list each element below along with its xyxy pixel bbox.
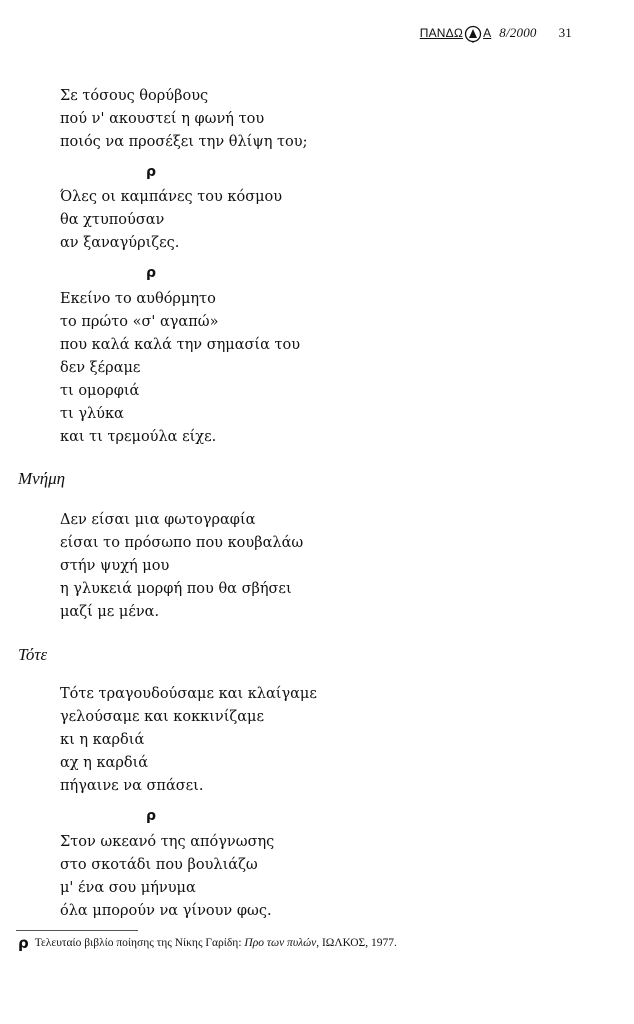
poem-line: το πρώτο «σ' αγαπώ»: [60, 314, 219, 330]
journal-emblem-icon: [464, 25, 482, 43]
poem-line: Στον ωκεανό της απόγνωσης: [60, 834, 275, 850]
poem-line: αχ η καρδιά: [60, 755, 149, 771]
poem-line: και τι τρεμούλα είχε.: [60, 429, 217, 445]
section-separator: ρ: [146, 265, 157, 281]
poem-line: Σε τόσους θορύβους: [60, 88, 209, 104]
poem-line: στήν ψυχή μου: [60, 558, 170, 574]
journal-name-suffix: Α: [483, 26, 492, 40]
poem-line: Τότε τραγουδούσαμε και κλαίγαμε: [60, 686, 317, 702]
issue-number: 8/2000: [499, 25, 537, 40]
section-separator: ρ: [146, 164, 157, 180]
footnote-text-end: , ΙΩΛΚΟΣ, 1977.: [316, 937, 397, 949]
poem-line: η γλυκειά μορφή που θα σβήσει: [60, 581, 292, 597]
section-separator: ρ: [146, 808, 157, 824]
poem-line: όλα μπορούν να γίνουν φως.: [60, 903, 272, 919]
poem-title-tote: Τότε: [18, 645, 48, 664]
poem-title-mnimi: Μνήμη: [18, 469, 66, 488]
poem-line: Εκείνο το αυθόρμητο: [60, 291, 216, 307]
poem-line: μαζί με μένα.: [60, 604, 160, 620]
poem-line: πού ν' ακουστεί η φωνή του: [60, 111, 265, 127]
footnote-mark: ρ: [18, 934, 29, 952]
journal-logo: [420, 24, 492, 42]
poem-line: είσαι το πρόσωπο που κουβαλάω: [60, 535, 304, 551]
footnote-divider: [16, 930, 138, 931]
page-header: [420, 24, 572, 42]
poem-line: Δεν είσαι μια φωτογραφία: [60, 512, 256, 528]
poem-line: ποιός να προσέξει την θλίψη του;: [60, 134, 308, 150]
poem-line: Όλες οι καμπάνες του κόσμου: [60, 189, 283, 205]
poem-line: αν ξαναγύριζες.: [60, 235, 180, 251]
poem-line: δεν ξέραμε: [60, 360, 141, 376]
footnote-book-title: Προ των πυλών: [244, 937, 317, 949]
poem-line: κι η καρδιά: [60, 732, 145, 748]
poem-line: μ' ένα σου μήνυμα: [60, 880, 196, 896]
footnote-text-start: Τελευταίο βιβλίο ποίησης της Νίκης Γαρίδη:: [34, 937, 242, 949]
poem-line: τι ομορφιά: [60, 383, 140, 399]
poem-line: που καλά καλά την σημασία του: [60, 337, 301, 353]
poem-line: γελούσαμε και κοκκινίζαμε: [60, 709, 264, 725]
journal-name-prefix: ΠΑΝΔΩ: [419, 26, 464, 40]
footnote: [18, 934, 397, 952]
page-number: 31: [558, 25, 572, 40]
poem-line: στο σκοτάδι που βουλιάζω: [60, 857, 258, 873]
poem-line: πήγαινε να σπάσει.: [60, 778, 204, 794]
poem-line: τι γλύκα: [60, 406, 124, 422]
poem-line: θα χτυπούσαν: [60, 212, 165, 228]
